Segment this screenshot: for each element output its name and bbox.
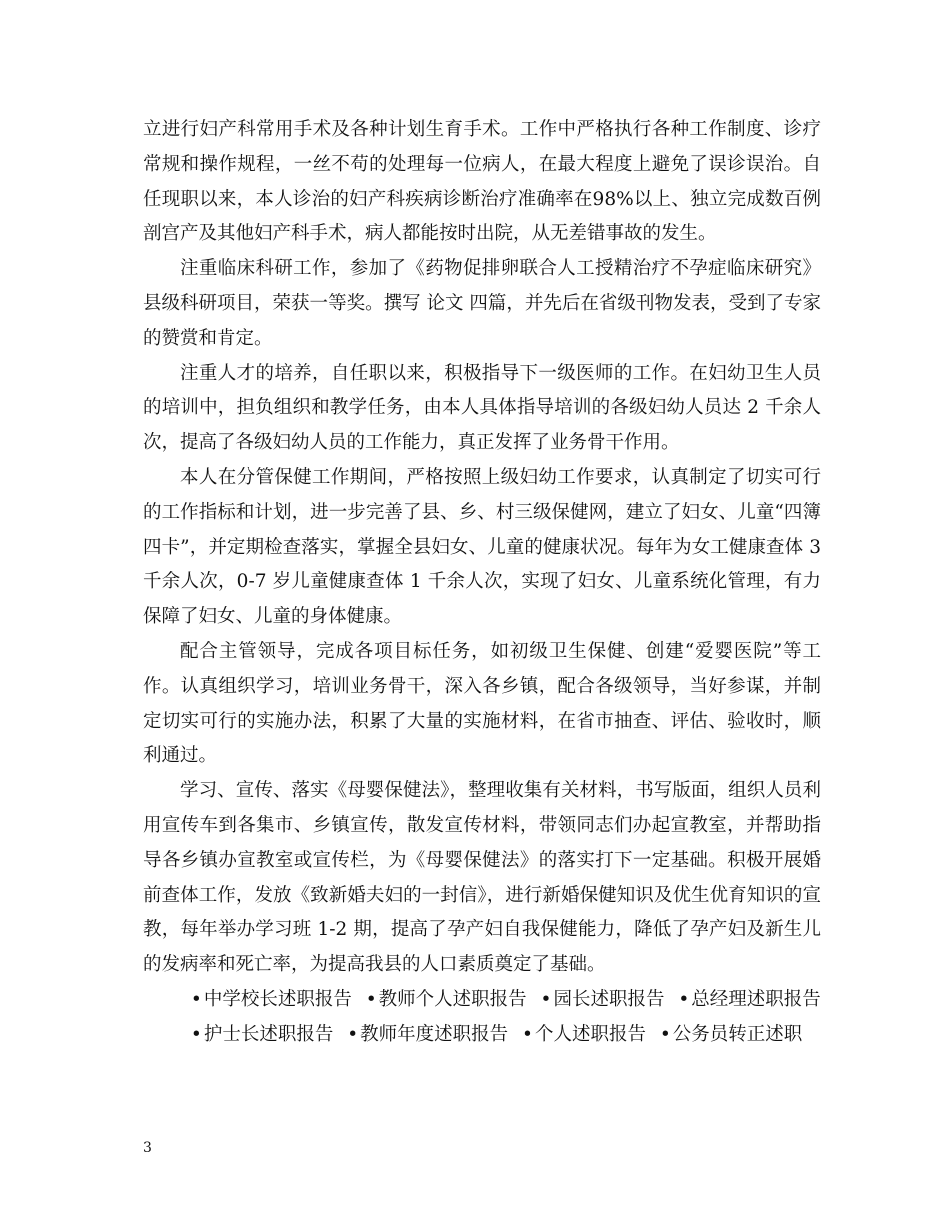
paragraph-4: 本人在分管保健工作期间，严格按照上级妇幼工作要求，认真制定了切实可行的工作指标和计划，进一步完善了县、乡、村三级保健网，建立了妇女、儿童“四簿四卡”，并定期检查落实，掌握全县妇女、儿童的健康状况。每年为女工健康查体 3 千余人次，0-7 岁儿童健康查体 1 千余人次，实现了妇女、儿童系统化管理，有力保障了妇女、儿童的身体健康。	[143, 466, 821, 628]
related-link-label[interactable]: 护士长述职报告	[203, 1023, 334, 1045]
bullet-icon: •	[365, 988, 377, 1010]
document-body	[143, 113, 821, 1053]
related-link-label[interactable]: 教师个人述职报告	[378, 988, 527, 1010]
bullet-icon: •	[190, 1023, 202, 1045]
related-link[interactable]	[183, 989, 352, 1010]
related-links-row-1	[143, 983, 821, 1018]
paragraph-3: 注重人才的培养，自任职以来，积极指导下一级医师的工作。在妇幼卫生人员的培训中，担负组织和教学任务，由本人具体指导培训的各级妇幼人员达 2 千余人次，提高了各级妇幼人员的工作能力，真正发挥了业务骨干作用。	[143, 362, 821, 454]
related-link-label[interactable]: 教师年度述职报告	[360, 1023, 509, 1045]
bullet-icon: •	[347, 1023, 359, 1045]
related-link[interactable]	[358, 989, 527, 1010]
paragraph-2: 注重临床科研工作，参加了《药物促排卵联合人工授精治疗不孕症临床研究》县级科研项目，荣获一等奖。撰写 论文 四篇，并先后在省级刊物发表，受到了专家的赞赏和肯定。	[143, 258, 821, 349]
bullet-icon: •	[678, 988, 690, 1010]
related-links-row-2	[143, 1018, 821, 1053]
bullet-icon: •	[190, 988, 202, 1010]
bullet-icon: •	[659, 1023, 671, 1045]
related-link[interactable]	[533, 989, 665, 1010]
page-number: 3	[143, 1140, 152, 1156]
related-link[interactable]	[652, 1024, 802, 1045]
related-link[interactable]	[514, 1024, 646, 1045]
related-link-label[interactable]: 个人述职报告	[534, 1023, 646, 1045]
related-link-label[interactable]: 公务员转正述职	[672, 1023, 803, 1045]
related-link[interactable]	[670, 989, 820, 1010]
paragraph-6: 学习、宣传、落实《母婴保健法》，整理收集有关材料，书写版面，组织人员利用宣传车到各集市、乡镇宣传，散发宣传材料，带领同志们办起宣教室，并帮助指导各乡镇办宣教室或宣传栏，为《母婴保健法》的落实打下一定基础。积极开展婚前查体工作，发放《致新婚夫妇的一封信》，进行新婚保健知识及优生优育知识的宣教，每年举办学习班 1-2 期，提高了孕产妇自我保健能力，降低了孕产妇及新生儿的发病率和死亡率，为提高我县的人口素质奠定了基础。	[143, 780, 821, 976]
bullet-icon: •	[540, 988, 552, 1010]
related-link-label[interactable]: 总经理述职报告	[691, 988, 821, 1010]
related-link[interactable]	[183, 1024, 333, 1045]
bullet-icon: •	[522, 1023, 533, 1045]
related-link-label[interactable]: 中学校长述职报告	[203, 988, 352, 1010]
related-link[interactable]	[339, 1024, 508, 1045]
paragraph-1: 立进行妇产科常用手术及各种计划生育手术。工作中严格执行各种工作制度、诊疗常规和操作规程，一丝不苟的处理每一位病人，在最大程度上避免了误诊误治。自任现职以来，本人诊治的妇产科疾病诊断治疗准确率在98%以上、独立完成数百例剖宫产及其他妇产科手术，病人都能按时出院，从无差错事故的发生。	[143, 119, 821, 245]
paragraph-5: 配合主管领导，完成各项目标任务，如初级卫生保健、创建“爱婴医院”等工作。认真组织学习，培训业务骨干，深入各乡镇，配合各级领导，当好参谋，并制定切实可行的实施办法，积累了大量的实施材料，在省市抽查、评估、验收时，顺利通过。	[143, 640, 821, 767]
related-link-label[interactable]: 园长述职报告	[553, 988, 665, 1010]
